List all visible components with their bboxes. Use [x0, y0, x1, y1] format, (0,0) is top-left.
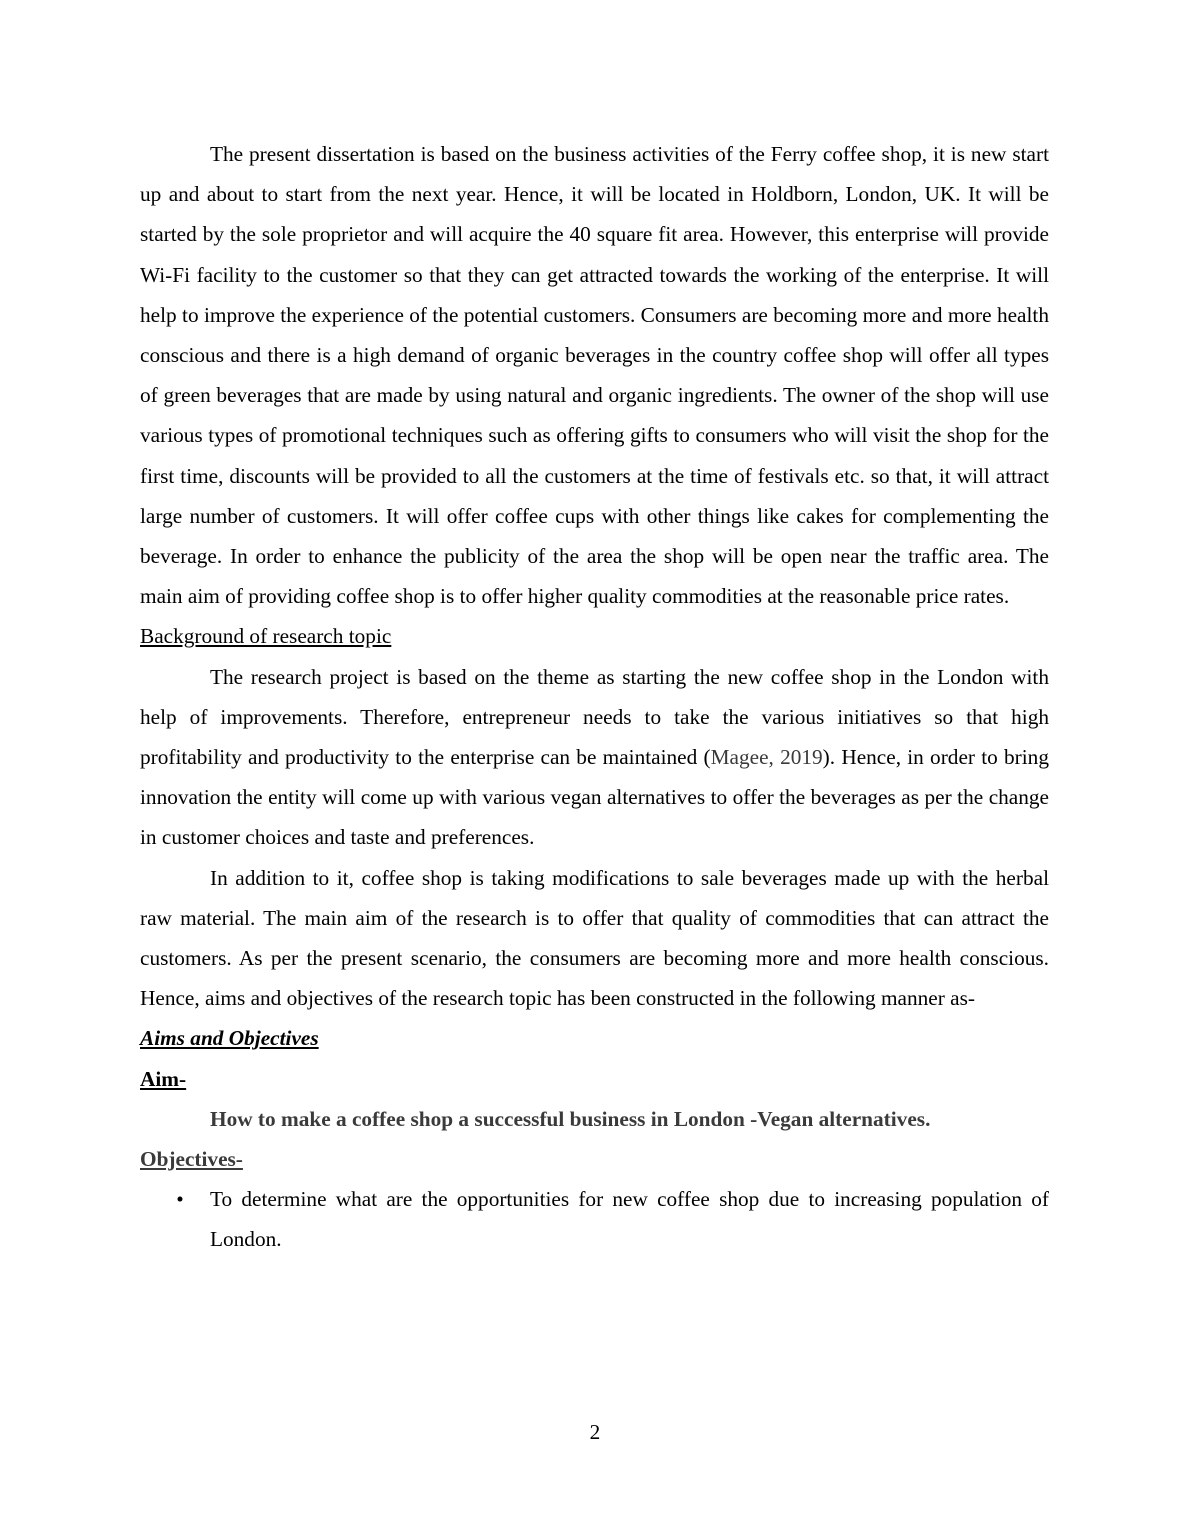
aims-objectives-heading-text: Aims and Objectives — [140, 1026, 319, 1051]
citation-link[interactable]: Magee, 2019 — [710, 745, 823, 770]
document-page — [140, 134, 1049, 1260]
bullet-icon: • — [176, 1187, 184, 1212]
background-paragraph-2: In addition to it, coffee shop is taking modifications to sale beverages made up with the herbal raw material. The main aim of the research is to offer that quality of commodities that can attract the customers. As per the present scenario, the consumers are becoming more and more health conscious. Hence, aims and objectives of the research topic has been constructed in the following manner as- — [140, 865, 1049, 1011]
aim-label-text: Aim- — [140, 1066, 187, 1091]
background-paragraph-1 — [140, 657, 1049, 858]
aim-statement: How to make a coffee shop a successful business in London -Vegan alternatives. — [210, 1106, 931, 1131]
aim-label — [140, 1059, 1049, 1099]
objectives-label-text: Objectives- — [140, 1147, 243, 1172]
objectives-label — [140, 1139, 1049, 1179]
objectives-list — [140, 1179, 1049, 1259]
objective-text: To determine what are the opportunities for new coffee shop due to increasing population of London. — [210, 1187, 1049, 1252]
background-heading-text: Background of research topic — [140, 624, 392, 649]
intro-paragraph: The present dissertation is based on the business activities of the Ferry coffee shop, it is new start up and about to start from the next year. Hence, it will be located in Holdborn, London, UK. It will be started by the sole proprietor and will acquire the 40 square fit area. However, this enterprise will provide Wi-Fi facility to the customer so that they can get attracted towards the working of the enterprise. It will help to improve the experience of the potential customers. Consumers are becoming more and more health conscious and there is a high demand of organic beverages in the country coffee shop will offer all types of green beverages that are made by using natural and organic ingredients. The owner of the shop will use various types of promotional techniques such as offering gifts to consumers who will visit the shop for the first time, discounts will be provided to all the customers at the time of festivals etc. so that, it will attract large number of customers. It will offer coffee cups with other things like cakes for complementing the beverage. In order to enhance the publicity of the area the shop will be open near the traffic area. The main aim of providing coffee shop is to offer higher quality commodities at the reasonable price rates. — [140, 142, 1049, 609]
aims-objectives-heading — [140, 1018, 1049, 1058]
page-number: 2 — [589, 1420, 601, 1444]
background-heading — [140, 616, 1049, 656]
background-paragraph-1-after: ). Hence, in order to bring innovation the entity will come up with various vegan alternatives to offer the beverages as per the change in customer choices and taste and preferences. — [140, 745, 1049, 850]
list-item — [140, 1179, 1049, 1259]
background-paragraph-1-before: The research project is based on the theme as starting the new coffee shop in the London with help of improvements. Therefore, entrepreneur needs to take the various initiatives so that high profitability and productivity to the enterprise can be maintained ( — [140, 664, 1049, 770]
